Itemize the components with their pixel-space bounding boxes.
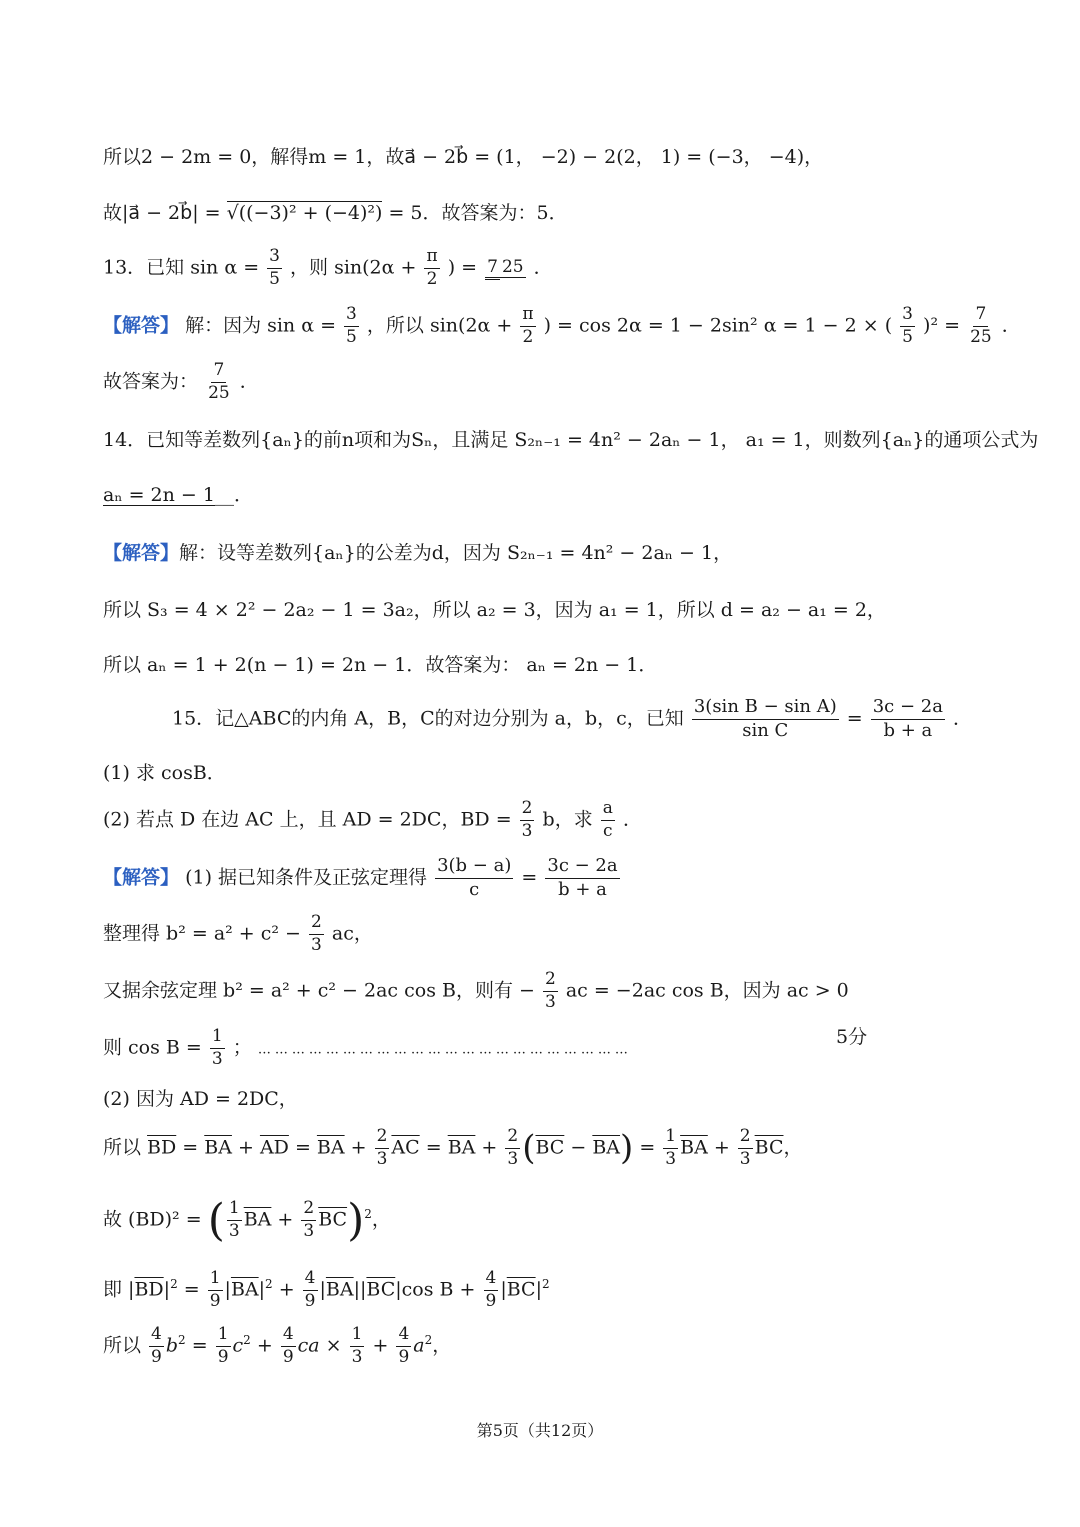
paren: ( (207, 1194, 225, 1246)
fraction (206, 362, 232, 403)
numerator: 1 (208, 1270, 223, 1291)
text: = (846, 707, 869, 730)
numerator: 1 (663, 1128, 678, 1149)
vector-bd: $\overline{BD}$ (134, 1278, 164, 1301)
fraction (227, 1200, 242, 1241)
text: ac = −2ac cos B，因为 ac > 0 (565, 979, 849, 1002)
vector-ac: $\overline{AC}$ (391, 1136, 420, 1159)
fraction (543, 971, 558, 1012)
numerator: 4 (281, 1326, 296, 1347)
text: (1) 据已知条件及正弦定理得 (185, 866, 428, 889)
leader-dots: ………………………………………………………… (257, 1042, 632, 1058)
text: ac， (331, 922, 373, 945)
numerator: 2 (505, 1128, 520, 1149)
text: ． (622, 808, 642, 831)
numerator: 1 (210, 1028, 225, 1049)
sqrt-expression: √((−3)² + (−4)²) (226, 202, 383, 224)
numerator: 1 (350, 1326, 365, 1347)
numerator: a (601, 800, 615, 821)
text: ，所以 sin(2α + (366, 314, 519, 337)
denominator: 2 (426, 268, 438, 289)
denominator: 3 (303, 1220, 315, 1241)
vector-bc: $\overline{BC}$ (535, 1136, 565, 1159)
text: 又据余弦定理 b² = a² + c² − 2ac cos B，则有 − (103, 979, 535, 1002)
numerator: 3 (267, 248, 282, 269)
solution-line-vector-result (103, 148, 823, 167)
solution-15-line-2 (103, 914, 373, 955)
text: __． (214, 484, 253, 506)
denominator: 9 (282, 1346, 294, 1367)
exponent: 2 (542, 1277, 550, 1292)
solution-15-part-2 (103, 1090, 298, 1109)
fraction (344, 306, 359, 347)
denominator: 25 (970, 326, 992, 347)
vector-ba: $\overline{BA}$ (680, 1136, 708, 1159)
paren: ) (347, 1194, 365, 1246)
text: b，求 (542, 808, 593, 831)
vector-ba: $\overline{BA}$ (204, 1136, 232, 1159)
solution-14-line-1 (103, 544, 732, 563)
denominator: 3 (311, 934, 322, 955)
fraction (301, 1200, 316, 1241)
answer-tag: 【解答】 (103, 314, 180, 337)
text: ． (533, 256, 553, 279)
text: 15．记△ABC的内角 A，B，C的对边分别为 a，b，c，已知 (172, 707, 684, 730)
vector-ba: $\overline{BA}$ (447, 1136, 476, 1159)
numerator: 2 (309, 914, 324, 935)
text: (1) 求 cosB． (103, 762, 226, 784)
paren: ( (522, 1127, 536, 1168)
denominator: 5 (269, 268, 280, 289)
denominator: c (603, 820, 613, 841)
fraction (601, 800, 615, 841)
fraction (375, 1128, 390, 1169)
fraction (663, 1128, 678, 1169)
denominator: 9 (217, 1346, 229, 1367)
text: 所以 (103, 1136, 148, 1159)
exponent: 2 (265, 1277, 273, 1292)
text: 解：设等差数列{aₙ}的公差为d，因为 S₂ₙ₋₁ = 4n² − 2aₙ − 1， (179, 542, 733, 564)
answer-fraction (485, 256, 525, 278)
solution-15-vector-line: 所以 $\overline{BD} = \overline{BA} + \overline{AD} = \overline{BA}$ + $\frac{2}{3}$ $\overline{AC} = \overline{BA}$ + $\frac{2}{3}$ $(\overline{BC} - \overline{BA})$ = $\frac{1}{3}$ $\overline{BA}$ + $\frac{2}{3}$ $\overline{BC}$， (103, 1126, 803, 1169)
text: ，则 sin(2α + (290, 256, 423, 279)
fraction (303, 1270, 318, 1311)
solution-15-line-1 (103, 857, 622, 900)
score-label: 5分 (836, 1026, 868, 1048)
vector-ad: $\overline{AD}$ (259, 1136, 289, 1159)
text: = (521, 866, 544, 889)
denominator: b + a (883, 719, 933, 741)
fraction (396, 1326, 411, 1367)
text: 14．已知等差数列{aₙ}的前n项和为Sₙ，且满足 S₂ₙ₋₁ = 4n² − 2aₙ − 1， a₁ = 1，则数列{aₙ}的通项公式为 (103, 429, 1039, 451)
text: ． (239, 370, 259, 393)
denominator: 5 (346, 326, 357, 347)
numerator: 4 (303, 1270, 318, 1291)
solution-15-line-4 (103, 1028, 873, 1069)
denominator: 9 (304, 1290, 316, 1311)
solution-14-line-3 (103, 656, 657, 675)
vector-ba: $\overline{BA}$ (230, 1278, 259, 1301)
numerator: 2 (375, 1128, 390, 1149)
text: 解：因为 sin α = (185, 314, 343, 337)
numerator: 3c − 2a (871, 698, 945, 720)
denominator: 9 (398, 1346, 410, 1367)
fraction (520, 306, 535, 347)
question-15-part-2 (103, 800, 642, 841)
denominator: 9 (151, 1346, 162, 1367)
solution-15-square-line: 故 (BD)² = ( $\frac{1}{3}$ $\overline{BA}$ + $\frac{2}{3}$ $\overline{BC})^2$， (103, 1194, 391, 1246)
numerator: 1 (227, 1200, 242, 1221)
answer-tag: 【解答】 (103, 542, 180, 564)
text: (2) 因为 AD = 2DC， (103, 1088, 298, 1110)
numerator: 3 (900, 306, 915, 327)
numerator: 3 (344, 306, 359, 327)
denominator: 9 (209, 1290, 221, 1311)
vector-bc: $\overline{BC}$ (506, 1278, 536, 1301)
question-15-part-1 (103, 764, 226, 783)
numerator: π (424, 248, 439, 269)
fraction (520, 800, 535, 841)
fraction (350, 1326, 365, 1367)
denominator: 3 (211, 1048, 223, 1069)
vector-ba: $\overline{BA}$ (325, 1278, 354, 1301)
denominator: 3 (228, 1220, 240, 1241)
denominator: 3 (739, 1148, 751, 1169)
fraction (435, 857, 513, 900)
numerator: 4 (484, 1270, 499, 1291)
text: ) = (447, 256, 484, 279)
text: 13．已知 sin α = (103, 256, 266, 279)
fraction (484, 1270, 499, 1311)
text: ) = cos 2α = 1 − 2sin² α = 1 − 2 × ( (543, 314, 893, 337)
denominator: 2 (522, 326, 534, 347)
denominator: 3 (544, 991, 556, 1012)
text: 故|a⃗ − 2b⃗| = (103, 202, 227, 224)
exponent: 2 (364, 1207, 372, 1222)
vector-bc: $\overline{BC}$ (754, 1136, 784, 1159)
numerator: 4 (149, 1326, 164, 1347)
denominator: 3 (376, 1148, 388, 1169)
exponent: 2 (170, 1277, 178, 1292)
paren: ) (620, 1127, 634, 1168)
numerator: 2 (520, 800, 535, 821)
fraction (505, 1128, 520, 1169)
fraction (216, 1326, 231, 1367)
fraction (738, 1128, 753, 1169)
numerator: 3c − 2a (545, 857, 619, 879)
denominator: 9 (485, 1290, 497, 1311)
solution-13 (103, 306, 1021, 347)
denominator: 5 (902, 326, 913, 347)
numerator: 2 (301, 1200, 316, 1221)
denominator: sin C (742, 719, 789, 741)
fraction (871, 698, 945, 741)
text: ． (1001, 314, 1021, 337)
denominator: b + a (558, 878, 607, 900)
text: 整理得 b² = a² + c² − (103, 922, 308, 945)
vector-ba: $\overline{BA}$ (243, 1208, 272, 1231)
fraction (968, 306, 994, 347)
numerator: 7 (211, 362, 226, 383)
exponent: 2 (243, 1333, 251, 1348)
text: 所以2 − 2m = 0，解得m = 1，故a⃗ − 2b⃗ = (1， −2) − 2(2， 1) = (−3， −4)， (103, 146, 824, 168)
text: ； (232, 1036, 252, 1059)
fraction (208, 1270, 223, 1311)
numerator: 2 (738, 1128, 753, 1149)
text: 则 cos B = (103, 1036, 208, 1059)
vector-ba: $\overline{BA}$ (592, 1136, 621, 1159)
exponent: 2 (424, 1333, 433, 1348)
question-14-answer (103, 486, 253, 506)
fraction (692, 698, 839, 741)
text: 即 (103, 1278, 129, 1301)
text: = 5．故答案为：5． (382, 202, 568, 224)
answer-tag: 【解答】 (103, 866, 180, 889)
text: 所以 S₃ = 4 × 2² − 2a₂ − 1 = 3a₂，所以 a₂ = 3，因为 a₁ = 1，所以 d = a₂ − a₁ = 2， (103, 599, 886, 621)
vector-ba: $\overline{BA}$ (316, 1136, 345, 1159)
denominator: c (469, 878, 480, 900)
denominator: 3 (351, 1346, 363, 1367)
vector-bc: $\overline{BC}$ (366, 1278, 396, 1301)
text: 所以 aₙ = 1 + 2(n − 1) = 2n − 1．故答案为： aₙ = 2n − 1． (103, 654, 658, 676)
numerator: 3(sin B − sin A) (692, 698, 839, 720)
fraction (900, 306, 915, 347)
fraction (545, 857, 619, 900)
answer-blank: aₙ = 2n − 1 (103, 484, 215, 506)
page-footer: 第5页（共12页） (476, 1421, 604, 1440)
text: ． (953, 707, 973, 730)
question-15 (172, 698, 972, 741)
vector-bd: $\overline{BD}$ (147, 1136, 177, 1159)
numerator: π (520, 306, 535, 327)
solution-14-line-2 (103, 601, 886, 620)
vector-bc: $\overline{BC}$ (318, 1208, 348, 1231)
fraction (309, 914, 324, 955)
numerator: 4 (396, 1326, 411, 1347)
text: 所以 (103, 1334, 148, 1357)
text: 故 (BD)² = (103, 1208, 208, 1231)
fraction (267, 248, 282, 289)
fraction (281, 1326, 296, 1367)
answer-13 (103, 362, 259, 403)
denominator: 3 (507, 1148, 519, 1169)
fraction (424, 248, 439, 289)
solution-15-modulus-line: 即 $|\overline{BD}|^2$ = $\frac{1}{9}$ $|\overline{BA}|^2$ + $\frac{4}{9}$ $|\overline{BA}||\overline{BC}|\cos$ B + $\frac{4}{9}$ $|\overline{BC}|^2$ (103, 1268, 550, 1311)
numerator: 3(b − a) (435, 857, 513, 879)
solution-line-magnitude (103, 204, 568, 223)
numerator: 7 (973, 306, 988, 327)
solution-15-line-3 (103, 971, 849, 1012)
text: )² = (923, 314, 967, 337)
fraction (210, 1028, 225, 1069)
numerator: 2 (543, 971, 558, 992)
exponent: 2 (178, 1333, 186, 1348)
denominator: 25 (501, 256, 524, 277)
denominator: 3 (521, 820, 533, 841)
fraction (149, 1326, 164, 1367)
numerator: 1 (216, 1326, 231, 1347)
numerator: 7 (485, 257, 500, 280)
denominator: 25 (208, 382, 230, 403)
question-13 (103, 248, 553, 289)
text: (2) 若点 D 在边 AC 上，且 AD = 2DC，BD = (103, 808, 518, 831)
solution-15-final-line: 所以 $\frac{4}{9}$ $b^2$ = $\frac{1}{9}$ $c^2$ + $\frac{4}{9}$ ca × $\frac{1}{3}$ + $\frac{4}{9}$ $a^2$， (103, 1324, 452, 1367)
question-14 (103, 431, 1038, 450)
text: 故答案为： (103, 370, 199, 393)
denominator: 3 (665, 1148, 677, 1169)
